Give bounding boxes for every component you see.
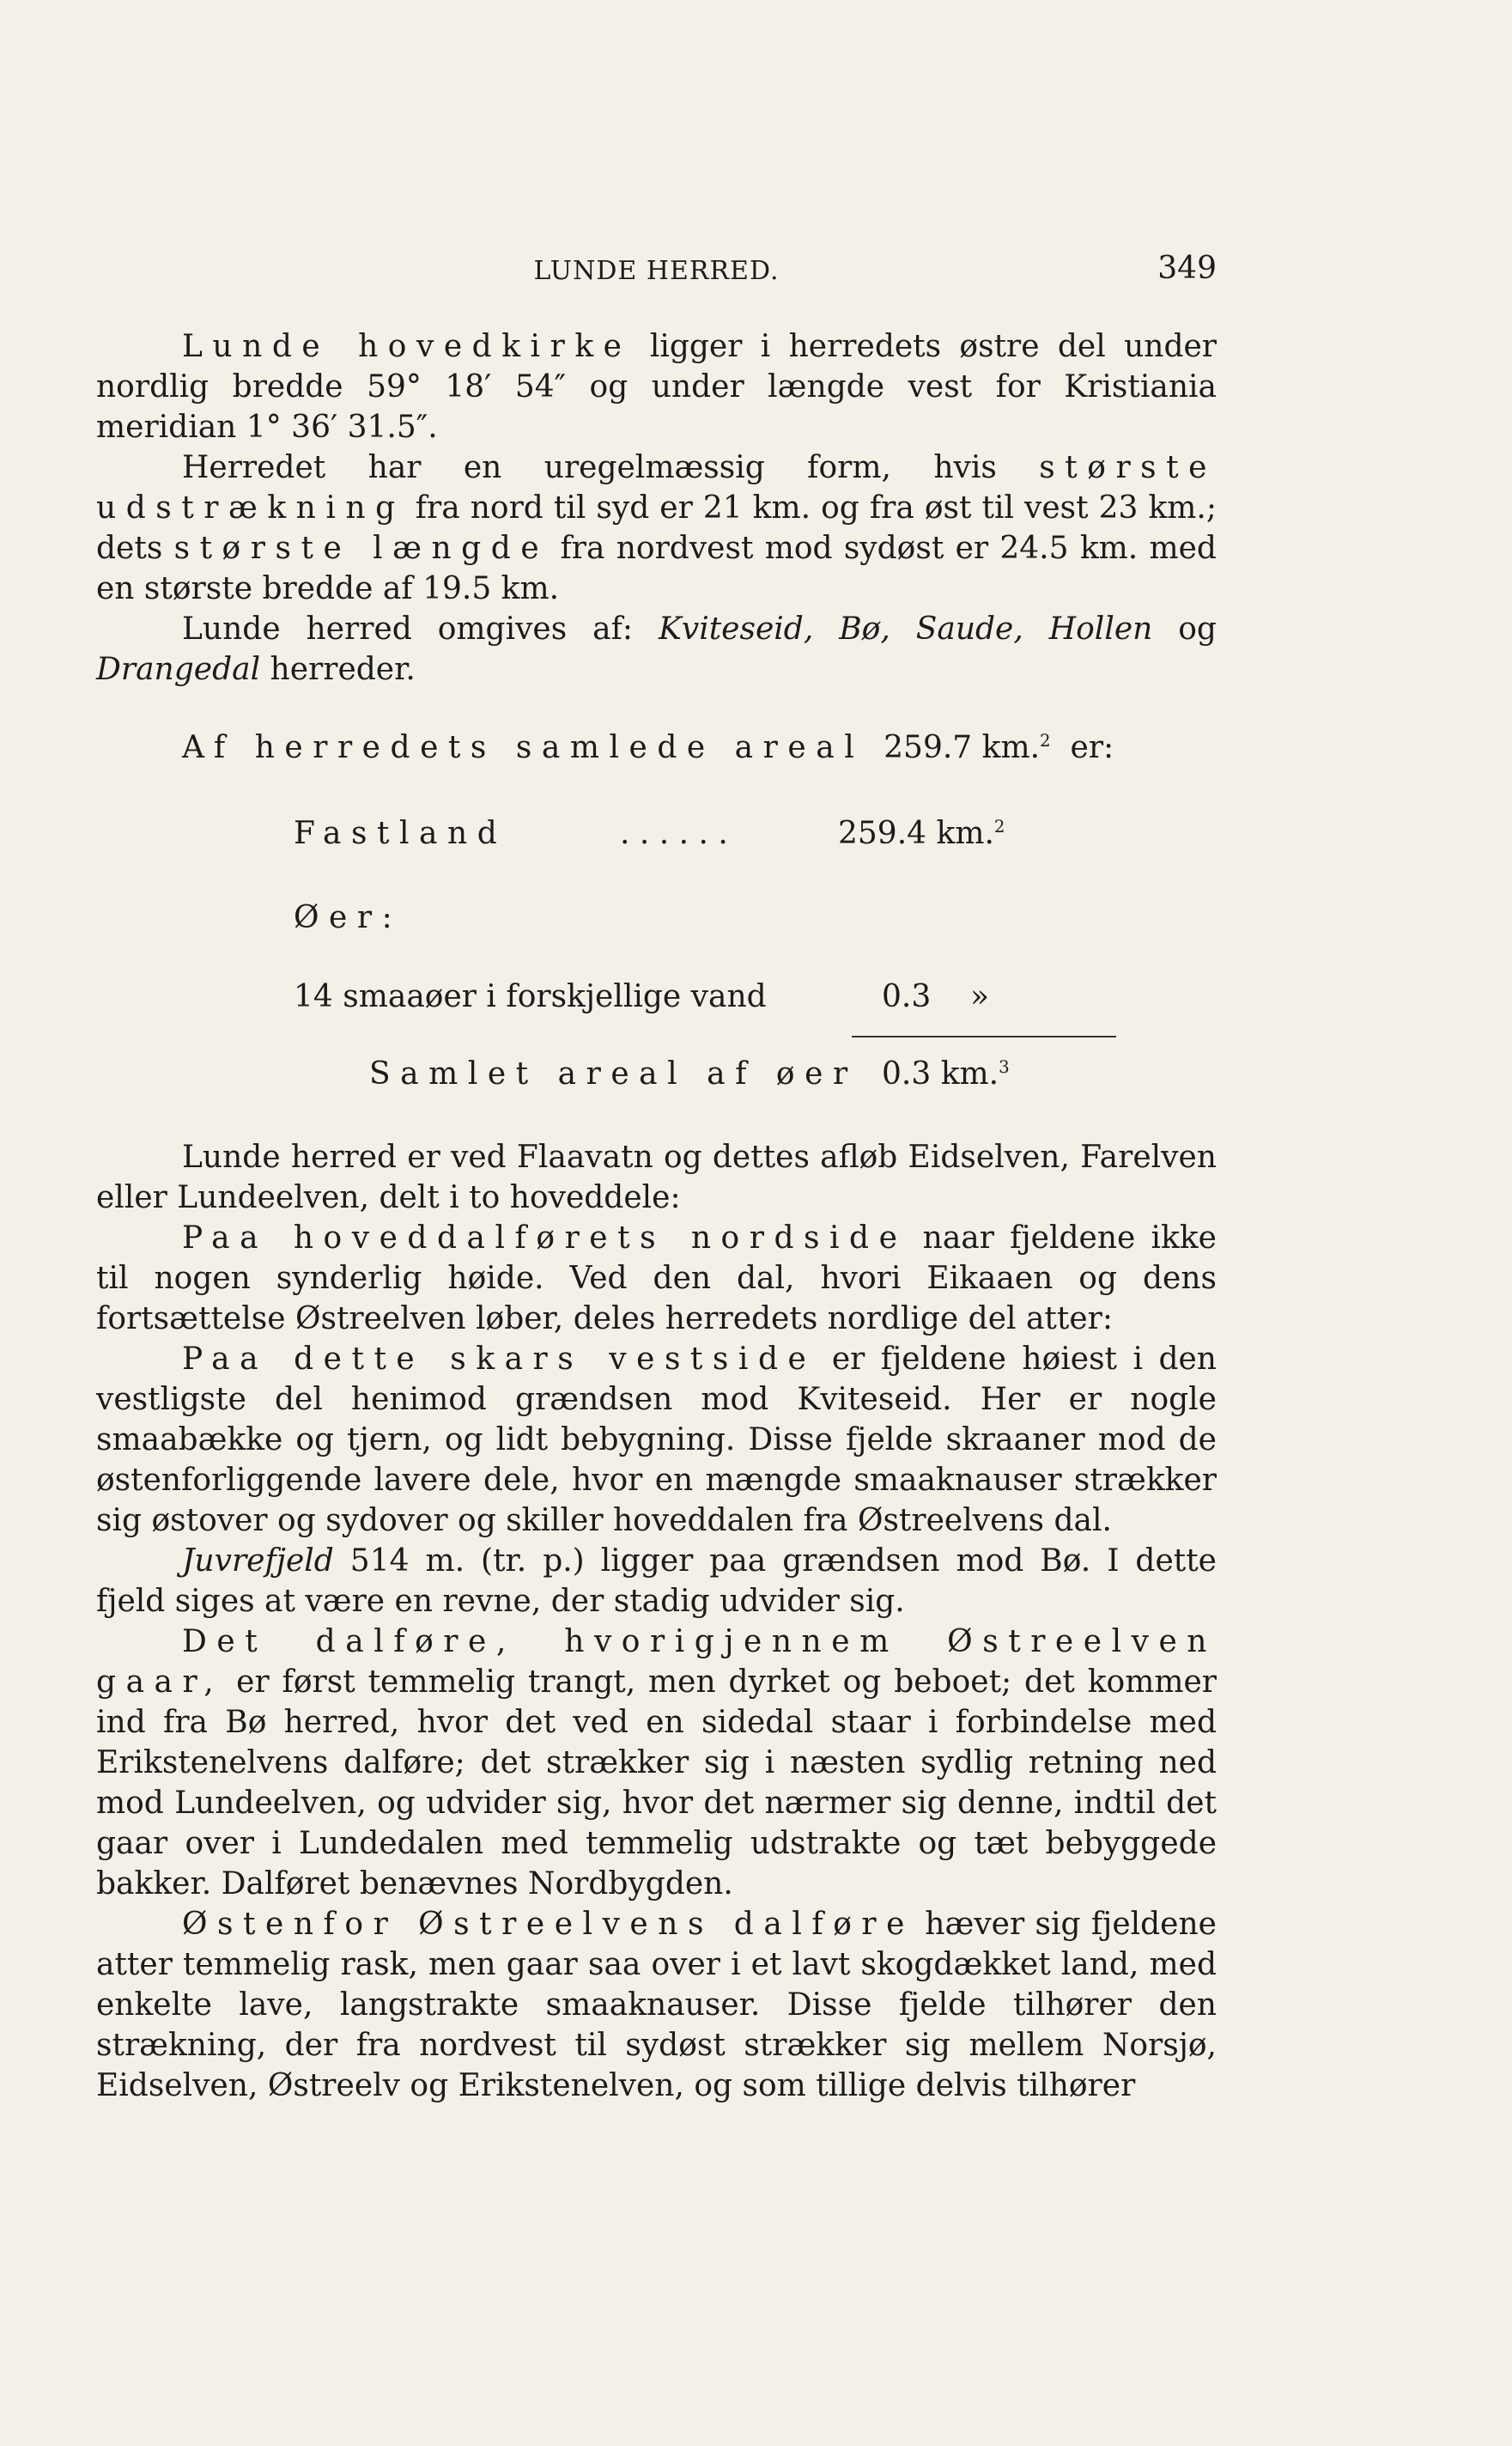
- running-title: LUNDE HERRED.: [533, 256, 780, 286]
- heading-end: er:: [1070, 730, 1114, 765]
- paragraph-ostreelv-valley: [96, 1622, 1217, 1904]
- spaced-text: Det dalføre, hvorigjennem Østreelven gaar,: [96, 1624, 1217, 1700]
- footnote-mark: 2: [993, 817, 1005, 837]
- footnote-mark: 2: [1040, 731, 1051, 751]
- place-name: Kviteseid,: [658, 612, 814, 647]
- mountain-name: Juvrefjeld: [182, 1543, 334, 1579]
- paragraph-text: er først temmelig trangt, men dyrket og beboet; det kommer ind fra Bø herred, hvor det ved en sidedal staar i forbindelse med Erikstenelvens dalføre; det strækker sig i næsten sydlig retning ned mod Lundeelven, og udvider sig, hvor det nærmer sig denne, indtil det gaar over i Lundedalen med temmelig udstrakte og tæt bebyggede bakker. Dalføret benævnes Nordbygden.: [96, 1664, 1217, 1901]
- spaced-text: Paa dette skars vestside: [182, 1342, 817, 1377]
- spaced-text: største udstrækning: [96, 450, 1217, 526]
- paragraph-west-side: [96, 1339, 1217, 1541]
- paragraph-church-location: [96, 326, 1217, 447]
- paragraph-north-side: [96, 1218, 1217, 1339]
- paragraph-text: ligger i herredets østre del under nordlig bredde 59° 18′ 54″ og under længde vest for Kristiania meridian 1° 36′ 31.5″.: [96, 329, 1217, 445]
- paragraph-text: Lunde herred omgives af:: [182, 612, 634, 647]
- paragraph-text: herreder.: [270, 652, 416, 687]
- spaced-text: Paa hoveddalførets nordside: [182, 1220, 908, 1256]
- place-name: Hollen: [1048, 612, 1153, 647]
- small-islands-label: 14 smaaøer i forskjellige vand: [294, 979, 767, 1014]
- spaced-text: største længde: [173, 531, 550, 566]
- samlet-label: Samlet areal af øer: [369, 1056, 858, 1092]
- paragraph-text: fra nord til syd er 21 km. og fra øst til vest 23 km.; dets: [96, 490, 1217, 566]
- spaced-text: Østenfor Østreelvens dalføre: [182, 1907, 914, 1942]
- footnote-mark: 3: [999, 1057, 1010, 1077]
- running-header: [96, 251, 1217, 292]
- samlet-value-cell: [882, 1056, 1010, 1092]
- samlet-label-cell: [369, 1056, 858, 1092]
- place-name: Saude,: [915, 612, 1023, 647]
- spaced-text: Af herredets samlede areal: [182, 730, 865, 765]
- page-number: 349: [1157, 251, 1217, 286]
- area-heading: [182, 730, 1114, 765]
- small-islands-value: 0.3: [882, 979, 932, 1014]
- body-section: [96, 1137, 1217, 2106]
- area-table: [96, 730, 1217, 1108]
- paragraph-text: fra nordvest mod sydøst er 24.5 km. med en største bredde af 19.5 km.: [96, 531, 1217, 606]
- samlet-value: 0.3 km.: [882, 1056, 999, 1092]
- paragraph-text: hæver sig fjeldene atter temmelig rask, men gaar saa over i et lavt skogdækket land, med enkelte lave, langstrakte smaaknauser. Disse fjelde tilhører den strækning, der fra nordvest til sydøst strækker sig mellem Norsjø, Eidselven, Østreelv og Erikstenelven, og som tillige delvis tilhører: [96, 1907, 1217, 2103]
- paragraph-text: naar fjeldene ikke til nogen synderlig høide. Ved den dal, hvori Eikaaen og dens fortsættelse Østreelven løber, deles herredets nordlige del atter:: [96, 1220, 1217, 1336]
- total-area-value: 259.7 km.: [884, 730, 1041, 765]
- fastland-value: 259.4 km.: [838, 816, 994, 851]
- fastland-dots: . . . . . .: [620, 816, 728, 851]
- fastland-row: [294, 816, 507, 851]
- fastland-value-cell: [838, 816, 1005, 851]
- paragraph-text: Herredet har en uregelmæssig form, hvis: [182, 450, 997, 485]
- paragraph-main-division: Lunde herred er ved Flaavatn og dettes afløb Eidselven, Farelven eller Lundeelven, delt i to hoveddele:: [96, 1140, 1217, 1215]
- place-name: Bø,: [839, 612, 890, 647]
- paragraph-text: er fjeldene høiest i den vestligste del henimod grændsen mod Kviteseid. Her er nogle smaabække og tjern, og lidt bebygning. Disse fjelde skraaner mod de østenforliggende lavere dele, hvor en mængde smaaknauser strækker sig østover og sydover og skiller hoveddalen fra Østreelvens dal.: [96, 1342, 1217, 1538]
- spaced-text: Lunde hovedkirke: [182, 329, 632, 364]
- paragraph-east-of-valley: [96, 1904, 1217, 2106]
- sum-rule: [852, 1036, 1116, 1037]
- paragraph-borders: [96, 609, 1217, 690]
- intro-section: [96, 326, 1217, 690]
- fastland-label: Fastland: [294, 816, 507, 851]
- paragraph-extent: [96, 447, 1217, 609]
- paragraph-juvrefjeld: [96, 1541, 1217, 1622]
- small-islands-unit: »: [970, 979, 990, 1014]
- paragraph-text: 514 m. (tr. p.) ligger paa grændsen mod Bø. I dette fjeld siges at være en revne, der stadig udvider sig.: [96, 1543, 1217, 1619]
- oer-label: Øer:: [294, 900, 403, 935]
- oer-label-row: [294, 900, 402, 935]
- place-name: Drangedal: [96, 652, 261, 687]
- conjunction: og: [1178, 612, 1217, 647]
